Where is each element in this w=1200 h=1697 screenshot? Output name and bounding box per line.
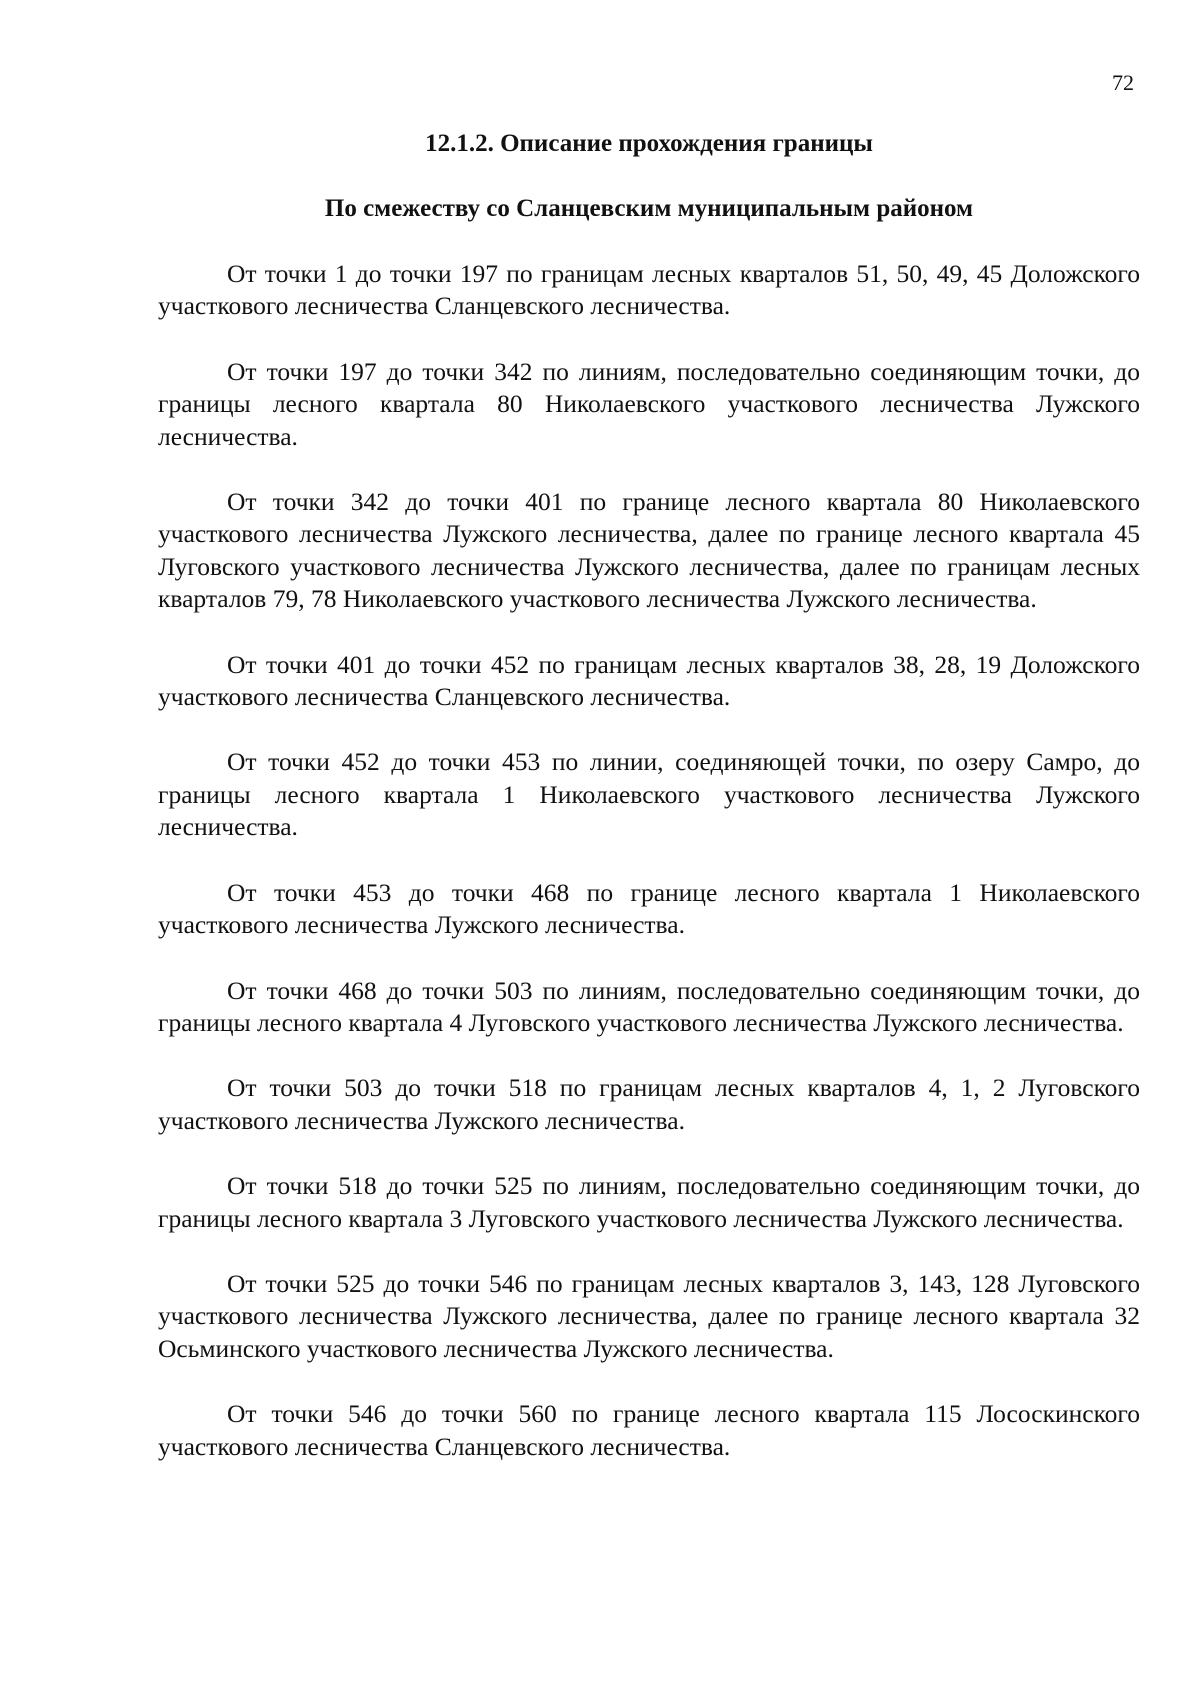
paragraph-10: От точки 525 до точки 546 по границам лесных кварталов 3, 143, 128 Луговского участкового лесничества Лужского лесничества, далее по границе лесного квартала 32 Осьминского участкового лесничества Лужского лесничества.	[158, 1268, 1140, 1363]
paragraph-11: От точки 546 до точки 560 по границе лесного квартала 115 Лососкинского участкового лесничества Сланцевского лесничества.	[158, 1399, 1140, 1461]
paragraph-7: От точки 468 до точки 503 по линиям, последовательно соединяющим точки, до границы лесного квартала 4 Луговского участкового лесничества Лужского лесничества.	[158, 975, 1140, 1037]
paragraph-9: От точки 518 до точки 525 по линиям, последовательно соединяющим точки, до границы лесного квартала 3 Луговского участкового лесничества Лужского лесничества.	[158, 1171, 1140, 1233]
paragraph-6: От точки 453 до точки 468 по границе лесного квартала 1 Николаевского участкового лесничества Лужского лесничества.	[158, 877, 1140, 940]
paragraph-8: От точки 503 до точки 518 по границам лесных кварталов 4, 1, 2 Луговского участкового лесничества Лужского лесничества.	[158, 1073, 1140, 1135]
paragraph-3: От точки 342 до точки 401 по границе лесного квартала 80 Николаевского участкового лесничества Лужского лесничества, далее по границе лесного квартала 45 Луговского участкового лесничества Лужского лесничества, далее по границам лесных кварталов 79, 78 Николаевского участкового лесничества Лужского лесничества.	[158, 487, 1140, 614]
paragraph-2: От точки 197 до точки 342 по линиям, последовательно соединяющим точки, до границы лесного квартала 80 Николаевского участкового лесничества Лужского лесничества.	[158, 356, 1140, 451]
paragraph-4: От точки 401 до точки 452 по границам лесных кварталов 38, 28, 19 Доложского участкового лесничества Сланцевского лесничества.	[158, 649, 1140, 712]
section-title: 12.1.2. Описание прохождения границы	[425, 130, 873, 157]
document-body	[158, 128, 1140, 1496]
section-subtitle: По смежеству со Сланцевским муниципальным районом	[324, 195, 974, 222]
page-number: 72	[1112, 70, 1134, 95]
paragraph-5: От точки 452 до точки 453 по линии, соединяющей точки, по озеру Самро, до границы лесного квартала 1 Николаевского участкового лесничества Лужского лесничества.	[158, 747, 1140, 842]
paragraph-1: От точки 1 до точки 197 по границам лесных кварталов 51, 50, 49, 45 Доложского участкового лесничества Сланцевского лесничества.	[158, 259, 1140, 321]
